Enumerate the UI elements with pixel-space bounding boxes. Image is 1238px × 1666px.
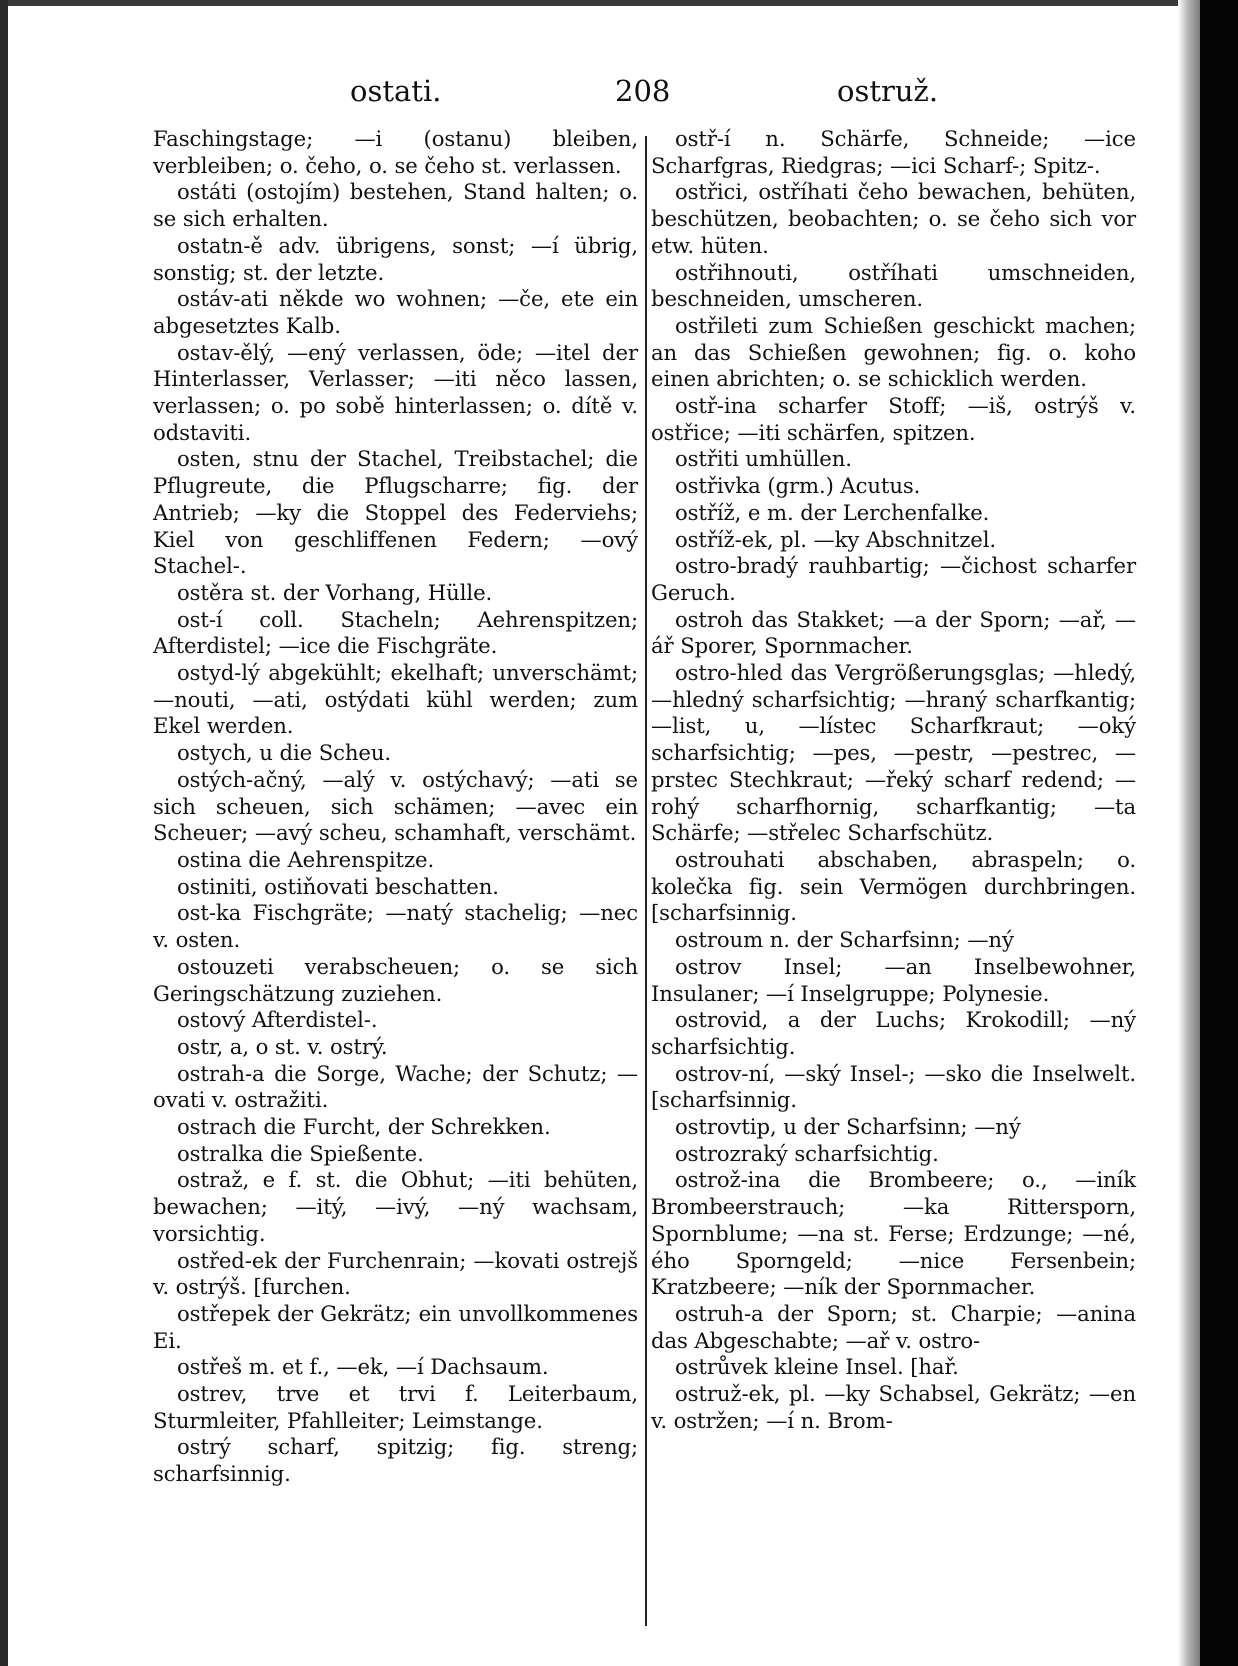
dictionary-entry: ostých-ačný, —alý v. ostýchavý; —ati se sich scheuen, sich schämen; —avec ein Scheuer; —avý scheu, schamhaft, verschämt. <box>153 766 638 846</box>
dictionary-entry: ostrovid, a der Luchs; Krokodill; —ný scharfsichtig. <box>651 1007 1136 1059</box>
dictionary-entry: ostro-hled das Vergrößerungsglas; —hledý, —hledný scharfsichtig; —hraný scharfkantig; —list, u, —lístec Scharfkraut; —oký scharfsichtig; —pes, —pestr, —pestrec, —prstec Stechkraut; —řeký scharf redend; —rohý scharfhornig, scharfkantig; —ta Schärfe; —střelec Scharfschütz. <box>651 660 1136 846</box>
dictionary-entry: ostrov-ní, —ský Insel-; —sko die Inselwelt. [scharfsinnig. <box>651 1060 1136 1113</box>
dictionary-entry: ost-í coll. Stacheln; Aehrenspitzen; Afterdistel; —ice die Fischgräte. <box>153 606 638 659</box>
dictionary-entry: ostrůvek kleine Insel. [hař. <box>675 1354 959 1380</box>
dictionary-entry: ostrý scharf, spitzig; fig. streng; scharfsinnig. <box>153 1434 638 1487</box>
dictionary-entry: ostiniti, ostiňovati beschatten. <box>177 873 499 899</box>
dictionary-entry: ostr, a, o st. v. ostrý. <box>177 1033 388 1059</box>
dictionary-entry: ostrovtip, u der Scharfsinn; —ný <box>675 1114 1021 1140</box>
dictionary-entry: Faschingstage; —i (ostanu) bleiben, verbleiben; o. čeho, o. se čeho st. verlassen. <box>153 126 638 178</box>
left-guide-word: ostati. <box>350 74 442 108</box>
dictionary-entry: ostruh-a der Sporn; st. Charpie; —anina das Abgeschabte; —ař v. ostro- <box>651 1300 1136 1353</box>
dictionary-entry: ostina die Aehrenspitze. <box>177 846 435 872</box>
dictionary-entry: ostř-ina scharfer Stoff; —iš, ostrýš v. ostřice; —iti schärfen, spitzen. <box>651 393 1136 445</box>
dictionary-entry: ostroum n. der Scharfsinn; —ný <box>675 927 1014 953</box>
dictionary-entry: ostav-ělý, —ený verlassen, öde; —itel der Hinterlasser, Verlasser; —iti něco lassen, verlassen; o. po sobě hinterlassen; o. dítě v. odstaviti. <box>153 339 638 445</box>
dictionary-entry: ostrozraký scharfsichtig. <box>675 1140 939 1166</box>
right-guide-word: ostruž. <box>837 74 939 108</box>
dictionary-entry: ostrov Insel; —an Inselbewohner, Insulaner; —í Inselgruppe; Polynesie. <box>651 953 1136 1006</box>
page-number: 208 <box>615 74 671 108</box>
dictionary-entry: ostřiti umhüllen. <box>675 446 852 472</box>
dictionary-entry: ostový Afterdistel-. <box>177 1007 378 1033</box>
dictionary-entry: ostroh das Stakket; —a der Sporn; —ař, —ář Sporer, Spornmacher. <box>651 606 1136 659</box>
dictionary-entry: ostřihnouti, ostříhati umschneiden, beschneiden, umscheren. <box>651 259 1136 312</box>
dictionary-entry: ostrah-a die Sorge, Wache; der Schutz; —ovati v. ostražiti. <box>153 1060 638 1113</box>
dictionary-entry: ostěra st. der Vorhang, Hülle. <box>177 579 493 605</box>
scan-right-edge <box>1200 0 1238 1666</box>
dictionary-entry: ostrož-ina die Brombeere; o., —iník Brombeerstrauch; —ka Rittersporn, Spornblume; —na st. Ferse; Erdzunge; —né, ého Sporngeld; —nice Fersenbein; Kratzbeere; —ník der Spornmacher. <box>651 1167 1136 1300</box>
dictionary-entry: ostříž-ek, pl. —ky Abschnitzel. <box>675 526 997 552</box>
dictionary-entry: osten, stnu der Stachel, Treibstachel; die Pflugreute, die Pflugscharre; fig. der Antrieb; —ky die Stoppel des Federviehs; Kiel von geschliffenen Federn; —ový Stachel-. <box>153 446 638 579</box>
dictionary-entry: ostrach die Furcht, der Schrekken. <box>177 1114 551 1140</box>
dictionary-entry: ostřivka (grm.) Acutus. <box>675 473 921 499</box>
dictionary-entry: ostříž, e m. der Lerchenfalke. <box>675 499 990 525</box>
dictionary-entry: ostych, u die Scheu. <box>177 740 392 766</box>
dictionary-entry: ostatn-ě adv. übrigens, sonst; —í übrig, sonstig; st. der letzte. <box>153 232 638 285</box>
dictionary-entry: ostro-bradý rauhbartig; —čichost scharfer Geruch. <box>651 553 1136 605</box>
dictionary-entry: ostáv-ati někde wo wohnen; —če, ete ein abgesetztes Kalb. <box>153 286 638 338</box>
dictionary-entry: ost-ka Fischgräte; —natý stachelig; —nec v. osten. <box>153 900 638 953</box>
dictionary-entry: ostouzeti verabscheuen; o. se sich Geringschätzung zuziehen. <box>153 953 638 1006</box>
right-column <box>651 126 1136 1434</box>
dictionary-entry: ostralka die Spießente. <box>177 1140 424 1166</box>
dictionary-entry: ostraž, e f. st. die Obhut; —iti behüten, bewachen; —itý, —ivý, —ný wachsam, vorsichtig. <box>153 1167 638 1246</box>
dictionary-entry: ostřed-ek der Furchenrain; —kovati ostrejš v. ostrýš. [furchen. <box>153 1247 638 1300</box>
column-rule <box>645 136 647 1626</box>
dictionary-entry: ostáti (ostojím) bestehen, Stand halten; o. se sich erhalten. <box>153 179 638 232</box>
dictionary-entry: ostřileti zum Schießen geschickt machen; an das Schießen gewohnen; fig. o. koho einen abrichten; o. se schicklich werden. <box>651 312 1136 392</box>
dictionary-entry: ostř-í n. Schärfe, Schneide; —ice Scharfgras, Riedgras; —ici Scharf-; Spitz-. <box>651 126 1136 178</box>
dictionary-entry: ostrouhati abschaben, abraspeln; o. kolečka fig. sein Vermögen durchbringen. [scharfsinnig. <box>651 846 1136 926</box>
scan-left-edge <box>0 0 8 1666</box>
scan-top-edge <box>0 0 1238 6</box>
dictionary-entry: ostruž-ek, pl. —ky Schabsel, Gekrätz; —en v. ostržen; —í n. Brom- <box>651 1381 1136 1433</box>
running-head <box>150 74 1150 118</box>
page-fold-shadow <box>1178 0 1200 1666</box>
dictionary-entry: ostřepek der Gekrätz; ein unvollkommenes Ei. <box>153 1300 638 1353</box>
dictionary-entry: ostyd-lý abgekühlt; ekelhaft; unverschämt; —nouti, —ati, ostýdati kühl werden; zum Ekel werden. <box>153 660 638 739</box>
dictionary-entry: ostřici, ostříhati čeho bewachen, behüten, beschützen, beobachten; o. se čeho sich vor etw. hüten. <box>651 179 1136 258</box>
dictionary-entry: ostrev, trve et trvi f. Leiterbaum, Sturmleiter, Pfahlleiter; Leimstange. <box>153 1381 638 1433</box>
dictionary-entry: ostřeš m. et f., —ek, —í Dachsaum. <box>177 1354 549 1380</box>
left-column <box>153 126 638 1488</box>
